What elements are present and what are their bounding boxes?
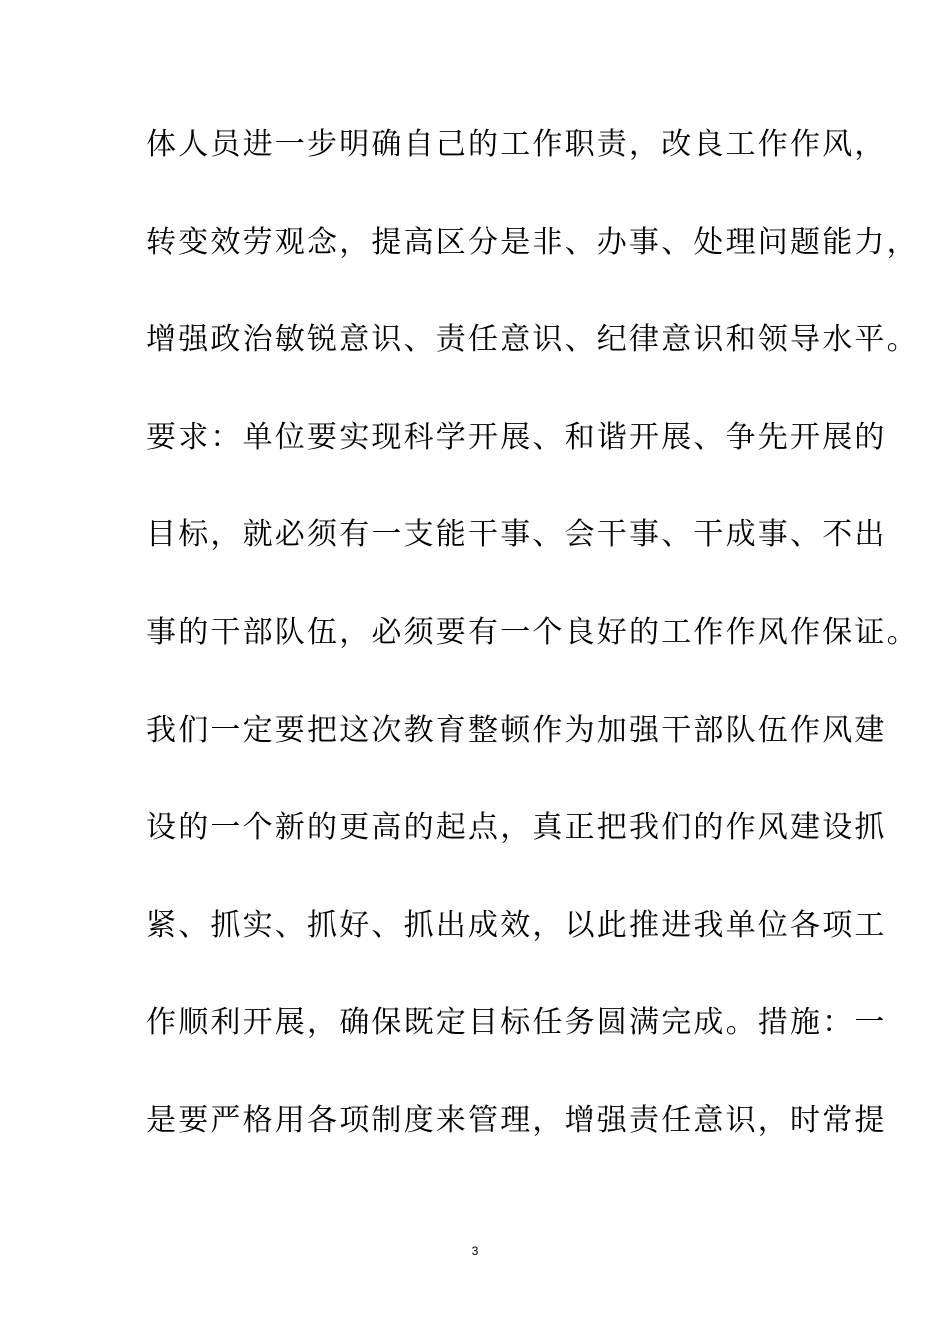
- text-line: 增强政治敏锐意识、责任意识、纪律意识和领导水平。: [146, 322, 919, 358]
- text-line: 事的干部队伍，必须要有一个良好的工作作风作保证。: [146, 614, 919, 650]
- text-line: 目标，就必须有一支能干事、会干事、干成事、不出: [146, 517, 887, 553]
- text-line: 设的一个新的更高的起点，真正把我们的作风建设抓: [146, 810, 887, 846]
- body-text: [146, 124, 919, 1198]
- text-line: 我们一定要把这次教育整顿作为加强干部队伍作风建: [146, 712, 887, 748]
- text-line: 作顺利开展，确保既定目标任务圆满完成。措施：一: [146, 1005, 887, 1041]
- text-line: 是要严格用各项制度来管理，增强责任意识，时常提: [146, 1102, 887, 1138]
- text-line: 紧、抓实、抓好、抓出成效，以此推进我单位各项工: [146, 907, 887, 943]
- text-line: 体人员进一步明确自己的工作职责，改良工作作风，: [146, 127, 887, 162]
- text-line: 转变效劳观念，提高区分是非、办事、处理问题能力，: [146, 224, 919, 260]
- text-line: 要求：单位要实现科学开展、和谐开展、争先开展的: [146, 419, 887, 455]
- page-number: 3: [471, 1244, 479, 1258]
